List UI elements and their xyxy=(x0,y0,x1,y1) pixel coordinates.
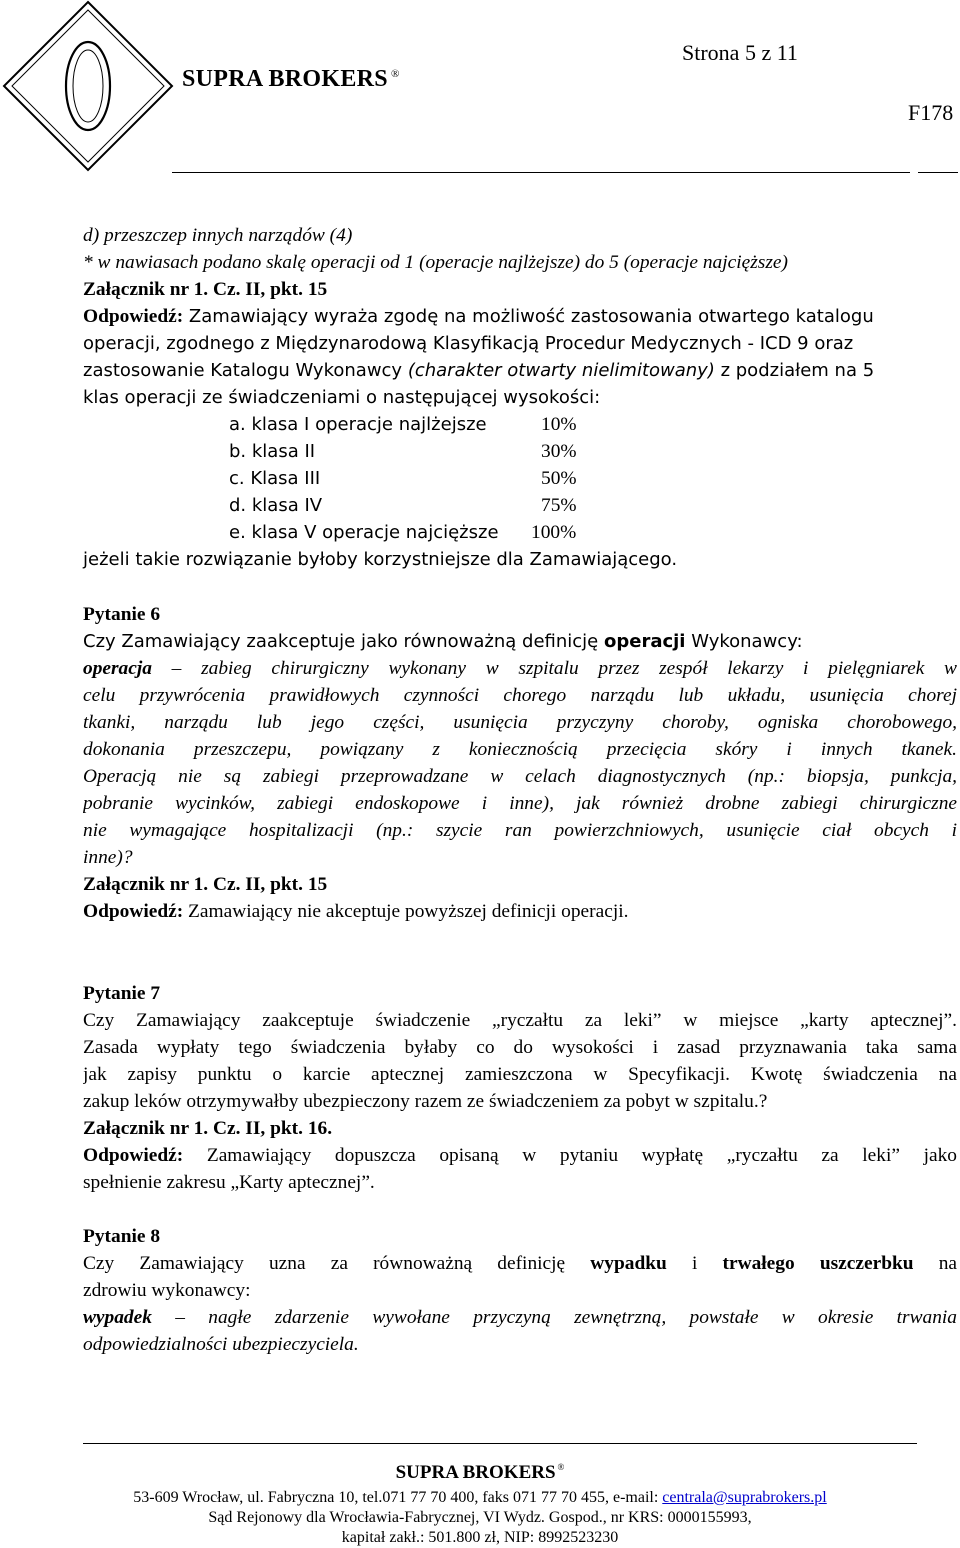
class-pct-a: 10% xyxy=(541,414,577,435)
question-7-title: Pytanie 7 xyxy=(83,983,161,1004)
form-code: F178 xyxy=(908,100,954,125)
q6-line-6: Operacją nie są zabiegi przeprowadzane w celach diagnostycznych (np.: biopsja, punkcja, xyxy=(83,766,957,787)
item-d: d) przeszczep innych narządów (4) xyxy=(83,225,353,246)
q6-line-1: Czy Zamawiający zaakceptuje jako równoważną definicję operacji Wykonawcy: xyxy=(83,631,803,652)
class-pct-c: 50% xyxy=(541,468,577,489)
scale-note: * w nawiasach podano skalę operacji od 1 (operacje najlżejsze) do 5 (operacje najcięższe) xyxy=(83,252,788,273)
q8-line-4: odpowiedzialności ubezpieczyciela. xyxy=(83,1334,359,1355)
question-8-title: Pytanie 8 xyxy=(83,1226,161,1247)
q7-line-1: Czy Zamawiający zaakceptuje świadczenie „ryczałtu za leki” w miejsce „karty aptecznej”. xyxy=(83,1010,957,1031)
q8-line-2: zdrowiu wykonawcy: xyxy=(83,1280,251,1301)
footer-court: Sąd Rejonowy dla Wrocławia-Fabrycznej, VI Wydz. Gospod., nr KRS: 0000155993, xyxy=(208,1509,752,1526)
answer-line-3: zastosowanie Katalogu Wykonawcy (charakter otwarty nielimitowany) z podziałem na 5 xyxy=(83,360,875,381)
class-item-a: a. klasa I operacje najlżejsze xyxy=(229,414,487,435)
q6-line-7: pobranie wycinków, zabiegi endoskopowe i inne), jak również drobne zabiegi chirurgiczne xyxy=(83,793,957,814)
q7-line-2: Zasada wypłaty tego świadczenia byłaby co do wysokości i zasad przyznawania taka sama xyxy=(83,1037,957,1058)
class-pct-d: 75% xyxy=(541,495,577,516)
answer-closing: jeżeli takie rozwiązanie byłoby korzystniejsze dla Zamawiającego. xyxy=(83,549,678,570)
q7-answer-2: spełnienie zakresu „Karty aptecznej”. xyxy=(83,1172,375,1193)
class-item-d: d. klasa IV xyxy=(229,495,323,516)
class-item-c: c. Klasa III xyxy=(229,468,321,489)
brand-title: SUPRA BROKERS ® xyxy=(182,66,400,92)
q6-line-5: dokonania przeszczepu, powiązany z koniecznością przecięcia skóry i innych tkanek. xyxy=(83,739,957,760)
header-divider-right xyxy=(918,172,958,173)
class-pct-b: 30% xyxy=(541,441,577,462)
page-number: Strona 5 z 11 xyxy=(682,40,798,65)
class-item-b: b. klasa II xyxy=(229,441,316,462)
footer-brand: SUPRA BROKERS ® xyxy=(395,1462,565,1483)
q6-line-8: nie wymagające hospitalizacji (np.: szycie ran powierzchniowych, usunięcie ciał obcych i xyxy=(83,820,957,841)
header-divider xyxy=(172,172,910,173)
footer-divider xyxy=(83,1443,917,1444)
q6-line-3: celu przywrócenia prawidłowych czynności chorego narządu lub układu, usunięcia chorej xyxy=(83,685,957,706)
q7-line-3: jak zapisy punktu o karcie aptecznej zamieszczona w Specyfikacji. Kwotę świadczenia na xyxy=(83,1064,957,1085)
footer-capital: kapitał zakł.: 501.800 zł, NIP: 8992523230 xyxy=(341,1529,619,1546)
q6-line-2: operacja – zabieg chirurgiczny wykonany w szpitalu przez zespół lekarzy i pielęgniarek w xyxy=(83,658,957,679)
q8-line-3: wypadek – nagłe zdarzenie wywołane przyczyną zewnętrzną, powstałe w okresie trwania xyxy=(83,1307,957,1328)
q7-answer: Odpowiedź: Zamawiający dopuszcza opisaną w pytaniu wypłatę „ryczałtu za leki” jako xyxy=(83,1145,957,1166)
q7-line-4: zakup leków otrzymywałby ubezpieczony razem ze świadczeniem za pobyt w szpitalu.? xyxy=(83,1091,768,1112)
q8-line-1: Czy Zamawiający uzna za równoważną definicję wypadku i trwałego uszczerbku na xyxy=(83,1253,957,1274)
q6-line-4: tkanki, narządu lub jego części, usunięcia przyczyny choroby, ogniska chorobowego, xyxy=(83,712,957,733)
attachment-ref: Załącznik nr 1. Cz. II, pkt. 15 xyxy=(83,279,328,300)
q7-attachment-ref: Załącznik nr 1. Cz. II, pkt. 16. xyxy=(83,1118,333,1139)
footer-email-link[interactable]: centrala@suprabrokers.pl xyxy=(662,1489,827,1506)
question-6-title: Pytanie 6 xyxy=(83,604,161,625)
answer-line-2: operacji, zgodnego z Międzynarodową Klasyfikacją Procedur Medycznych - ICD 9 oraz xyxy=(83,333,854,354)
q6-line-9: inne)? xyxy=(83,847,133,868)
q6-attachment-ref: Załącznik nr 1. Cz. II, pkt. 15 xyxy=(83,874,328,895)
q6-answer: Odpowiedź: Zamawiający nie akceptuje powyższej definicji operacji. xyxy=(83,901,629,922)
footer-address: 53-609 Wrocław, ul. Fabryczna 10, tel.071 77 70 400, faks 071 77 70 455, e-mail: centrala@suprabrokers.pl xyxy=(133,1489,827,1506)
class-pct-e: 100% xyxy=(531,522,577,543)
class-item-e: e. klasa V operacje najcięższe xyxy=(229,522,499,543)
answer-line-4: klas operacji ze świadczeniami o następującej wysokości: xyxy=(83,387,601,408)
answer-line-1: Odpowiedź: Zamawiający wyraża zgodę na możliwość zastosowania otwartego katalogu xyxy=(83,306,874,327)
supra-brokers-logo xyxy=(0,0,180,175)
